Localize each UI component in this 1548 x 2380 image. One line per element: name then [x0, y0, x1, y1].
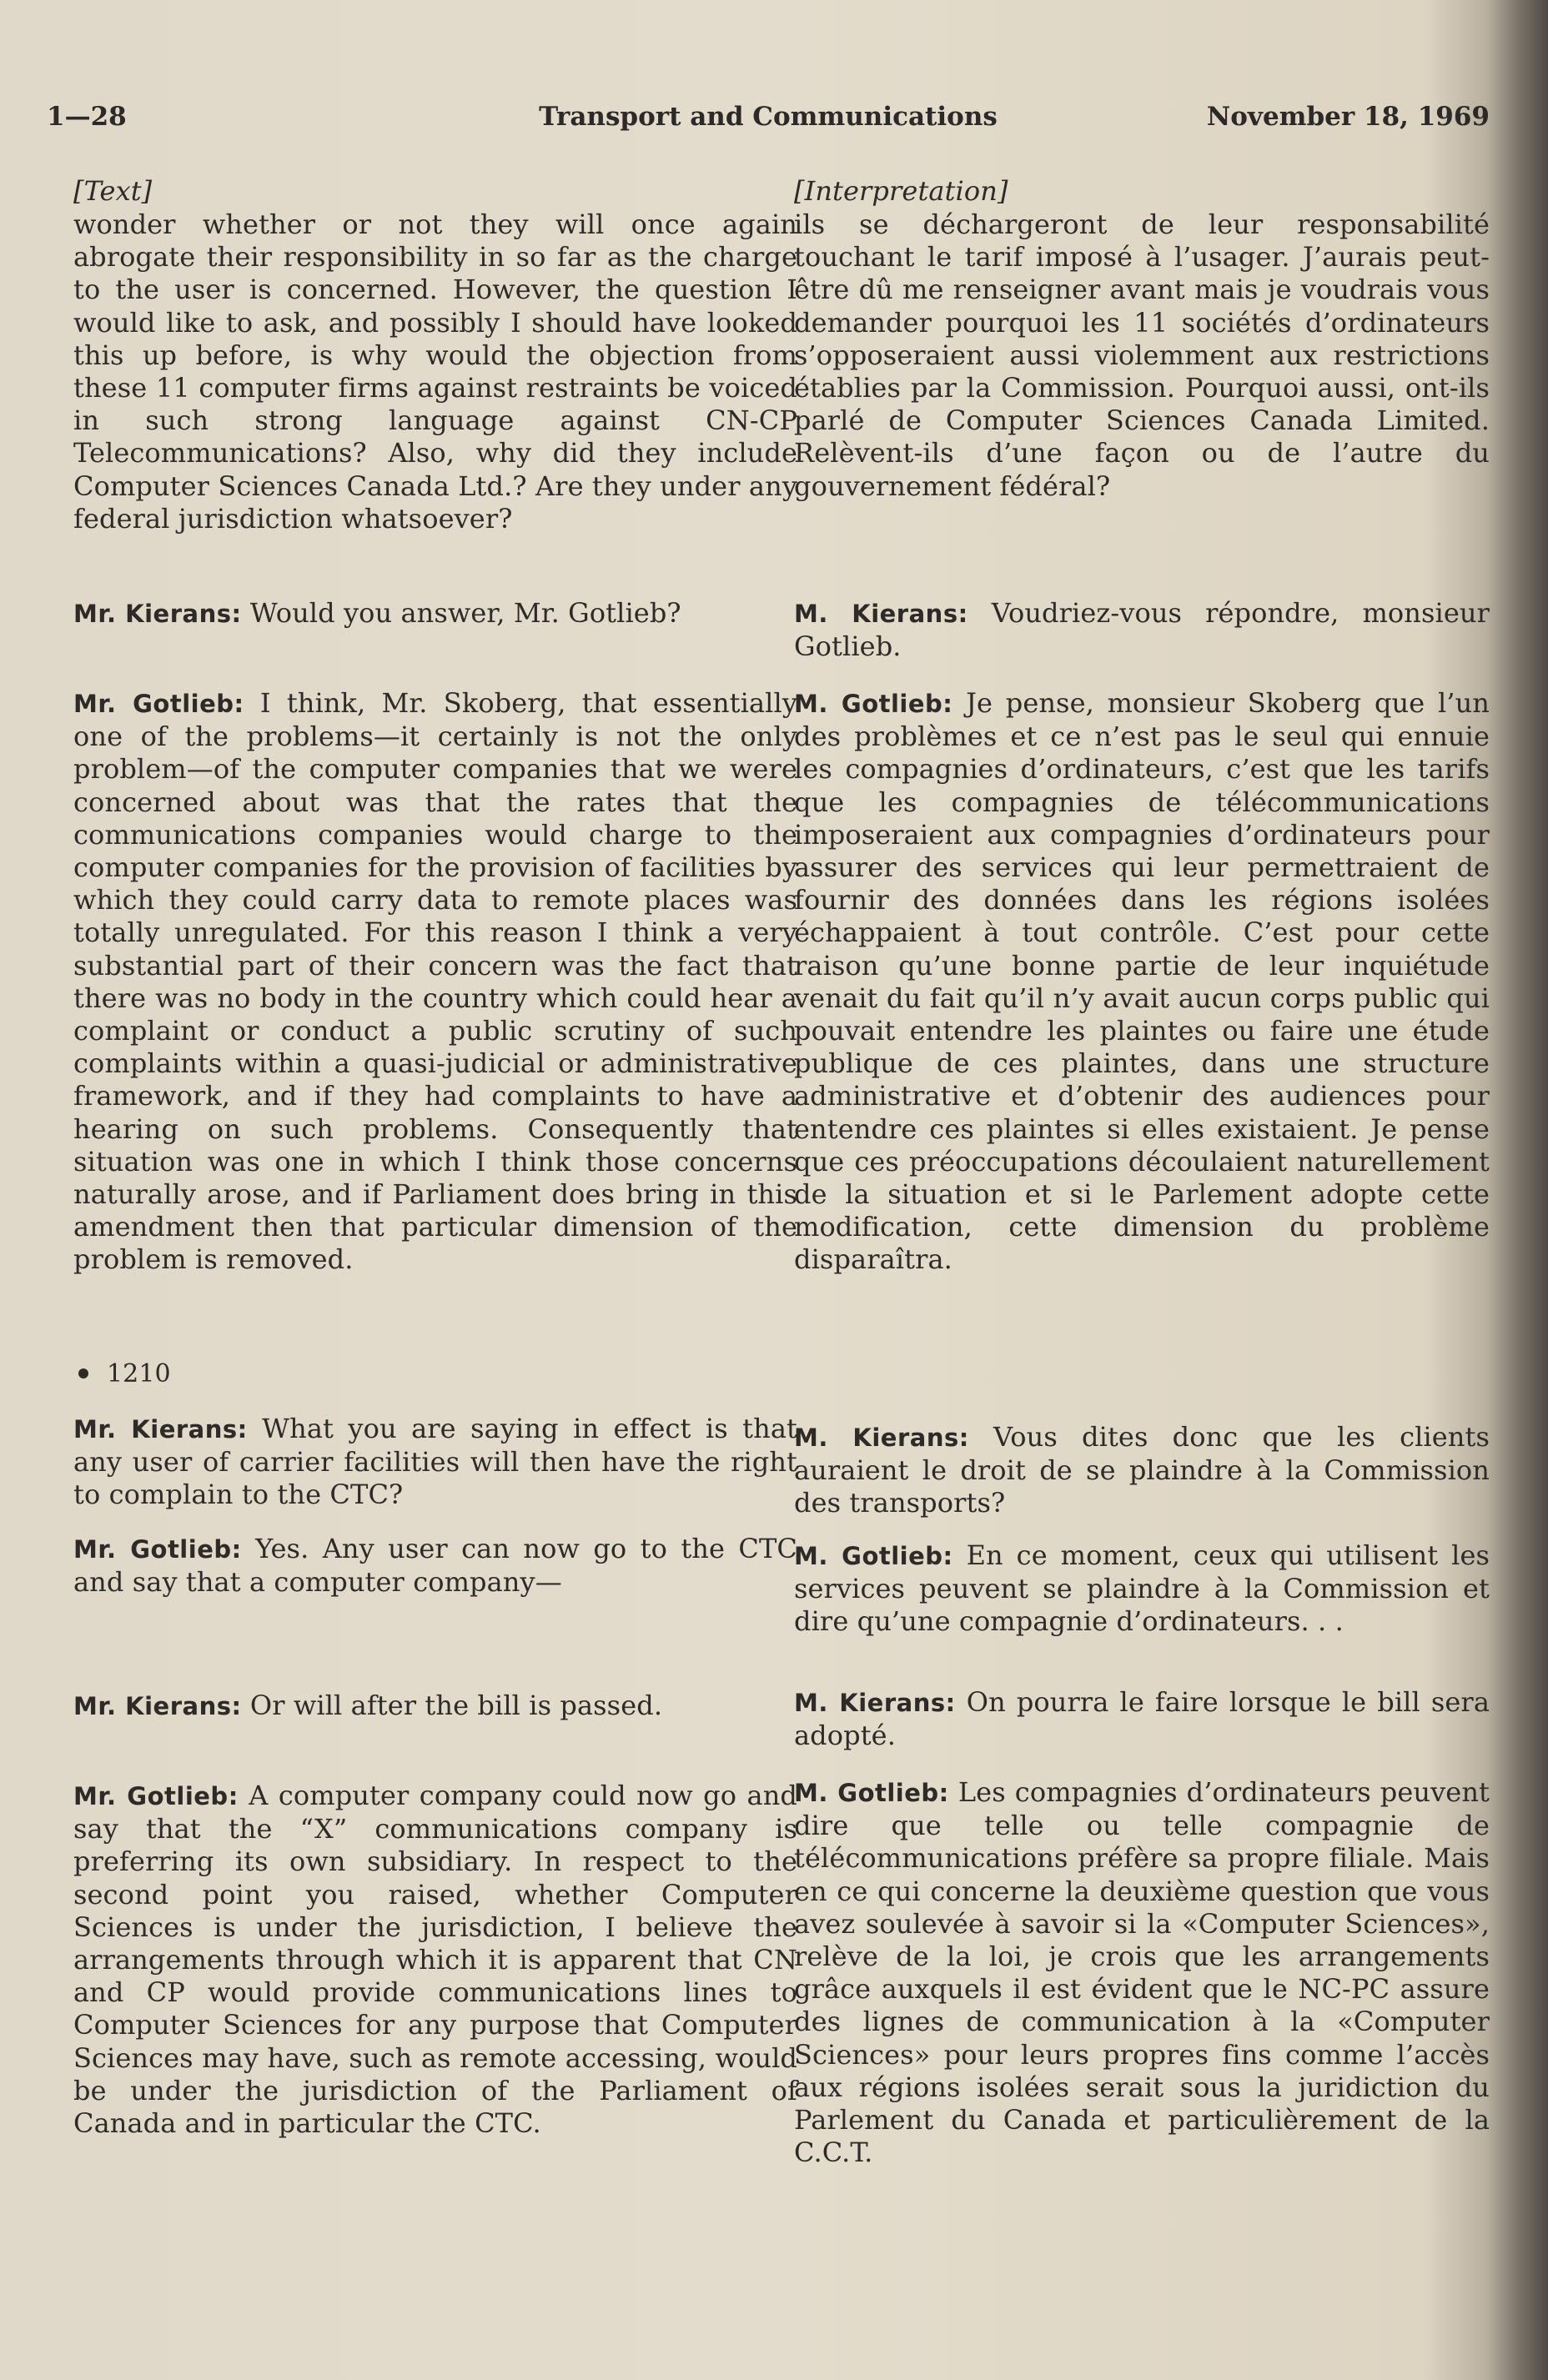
paragraph: wonder whether or not they will once again abrogate their responsibility in so far as the charge to the user is concerned. However, the question I would like to ask, and possibly I should have looked this up before, is why would the objection from these 11 computer firms against restraints be voiced in such strong language against CN-CP Telecommunications? Also, why did they include Computer Sciences Canada Ltd.? Are they under any federal jurisdiction whatsoever? — [73, 208, 797, 535]
speech-text: Je pense, monsieur Skoberg que l’un des problèmes et ce n’est pas le seul qui ennuie les compagnies d’ordinateurs, c’est que les tarifs que les compagnies de télécommunications imposeraient aux compagnies d’ordinateurs pour assurer des services qui leur permettraient de fournir des données dans les régions isolées échappaient à tout contrôle. C’est pour cette raison qu’une bonne partie de leur inquiétude venait du fait qu’il n’y avait aucun corps public qui pouvait entendre les plaintes ou faire une étude publique de ces plaintes, dans une structure administrative et d’obtenir des audiences pour entendre ces plaintes si elles existaient. Je pense que ces préoccupations découlaient naturellement de la situation et si le Parlement adopte cette modification, cette dimension du problème disparaîtra. — [794, 687, 1490, 1276]
time-marker — [73, 1358, 797, 1390]
speaker-name: Mr. Gotlieb: — [73, 1782, 239, 1810]
time-mark-text: 1210 — [107, 1359, 171, 1388]
speaker-name: M. Kierans: — [794, 600, 968, 628]
text-tag: [Text] — [73, 175, 153, 207]
speech-text: En ce moment, ceux qui utilisent les services peuvent se plaindre à la Commission et dire qu’une compagnie d’ordinateurs. . . — [794, 1539, 1490, 1638]
speech-text: Vous dites donc que les clients auraient le droit de se plaindre à la Commission des transports? — [794, 1421, 1490, 1519]
speech-text: What you are saying in effect is that any user of carrier facilities will then have the right to complain to the CTC? — [73, 1413, 797, 1511]
speaker-name: M. Gotlieb: — [794, 1779, 949, 1807]
speech-paragraph — [794, 597, 1490, 663]
running-header — [47, 102, 1490, 143]
bullet-icon — [78, 1368, 88, 1378]
speech-text: A computer company could now go and say that the “X” communications company is preferring its own subsidiary. In respect to the second point you raised, whether Computer Sciences is under the jurisdiction, I believe the arrangements through which it is apparent that CN and CP would provide communications lines to Computer Sciences for any purpose that Computer Sciences may have, such as remote accessing, would be under the jurisdiction of the Parliament of Canada and in particular the CTC. — [73, 1780, 797, 2140]
speech-paragraph — [73, 597, 797, 630]
speaker-name: M. Kierans: — [794, 1689, 956, 1717]
speech-paragraph — [794, 1539, 1490, 1639]
speech-text: Yes. Any user can now go to the CTC and say that a computer company— — [73, 1533, 797, 1599]
speech-text: Voudriez-vous répondre, monsieur Gotlieb. — [794, 597, 1490, 663]
speech-paragraph — [73, 687, 797, 1277]
speech-text: I think, Mr. Skoberg, that essentially one of the problems—it certainly is not the only problem—of the computer companies that we were concerned about was that the rates that the communications companies would charge to the computer companies for the provision of facilities by which they could carry data to remote places was totally unregulated. For this reason I think a very substantial part of their concern was the fact that there was no body in the country which could hear a complaint or conduct a public scrutiny of such complaints within a quasi-judicial or administrative framework, and if they had complaints to have a hearing on such problems. Consequently that situation was one in which I think those concerns naturally arose, and if Parliament does bring in this amendment then that particular dimension of the problem is removed. — [73, 687, 797, 1276]
speech-text: Would you answer, Mr. Gotlieb? — [241, 597, 681, 629]
publication-title: Transport and Communications — [539, 102, 998, 132]
speech-paragraph — [794, 687, 1490, 1277]
speaker-name: M. Gotlieb: — [794, 690, 953, 718]
speaker-name: Mr. Gotlieb: — [73, 1535, 242, 1564]
page-number: 1—28 — [47, 102, 127, 132]
publication-date: November 18, 1969 — [1206, 102, 1490, 132]
paragraph: ils se déchargeront de leur responsabilité touchant le tarif imposé à l’usager. J’aurais peut-être dû me renseigner avant mais je voudrais vous demander pourquoi les 11 sociétés d’ordinateurs s’opposeraient aussi violemment aux restrictions établies par la Commission. Pourquoi aussi, ont-ils parlé de Computer Sciences Canada Limited. Relèvent-ils d’une façon ou de l’autre du gouvernement fédéral? — [794, 208, 1490, 502]
speech-paragraph — [73, 1413, 797, 1512]
speaker-name: Mr. Kierans: — [73, 600, 242, 628]
speaker-name: Mr. Kierans: — [73, 1692, 242, 1720]
speech-paragraph — [73, 1780, 797, 2140]
speech-text: On pourra le faire lorsque le bill sera adopté. — [794, 1686, 1490, 1752]
speaker-name: M. Kierans: — [794, 1423, 969, 1452]
speech-paragraph — [794, 1686, 1490, 1752]
speech-paragraph — [73, 1533, 797, 1599]
speech-paragraph — [794, 1421, 1490, 1520]
speaker-name: Mr. Kierans: — [73, 1415, 248, 1444]
speech-paragraph — [794, 1776, 1490, 2169]
speaker-name: Mr. Gotlieb: — [73, 690, 244, 718]
speech-paragraph — [73, 1690, 797, 1723]
interpretation-tag: [Interpretation] — [794, 175, 1008, 207]
speech-text: Or will after the bill is passed. — [241, 1690, 663, 1721]
speech-text: Les compagnies d’ordinateurs peuvent dire que telle ou telle compagnie de télécommunications préfère sa propre filiale. Mais en ce qui concerne la deuxième question que vous avez soulevée à savoir si la «Computer Sciences», relève de la loi, je crois que les arrangements grâce auxquels il est évident que le NC-PC assure des lignes de communication à la «Computer Sciences» pour leurs propres fins comme l’accès aux régions isolées serait sous la juridiction du Parlement du Canada et particulièrement de la C.C.T. — [794, 1776, 1490, 2169]
speaker-name: M. Gotlieb: — [794, 1542, 953, 1570]
